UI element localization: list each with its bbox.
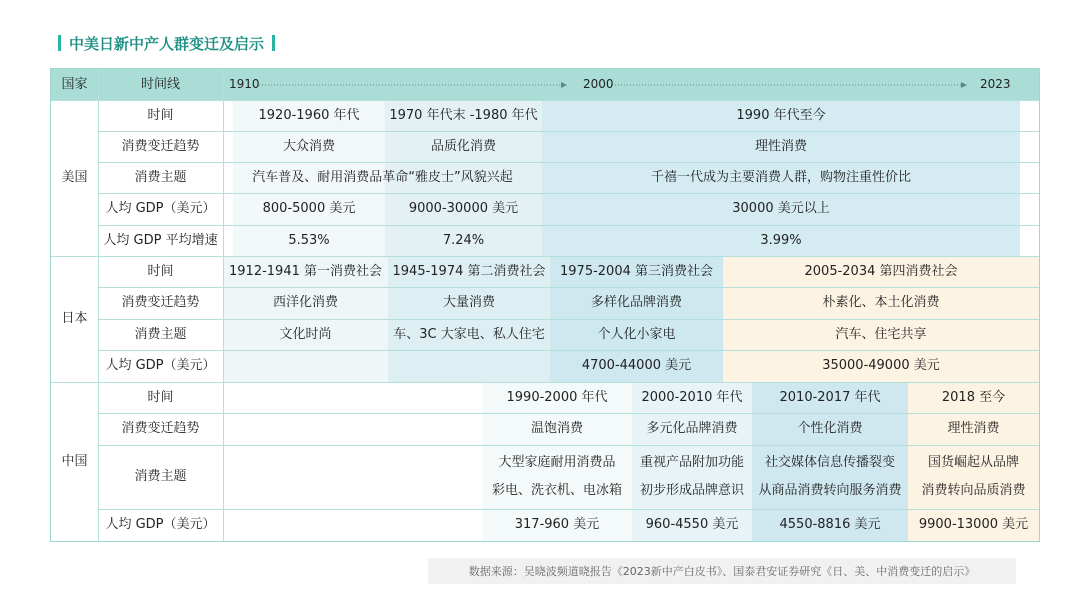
usa-label-gdp: 人均 GDP（美元） xyxy=(98,193,223,225)
china-era4-trend: 理性消费 xyxy=(947,421,1000,437)
japan-era4-theme: 汽车、住宅共享 xyxy=(835,326,927,342)
japan-era1-theme: 文化时尚 xyxy=(279,326,332,342)
china-label-time: 时间 xyxy=(98,382,223,413)
usa-era3-growth: 3.99% xyxy=(760,232,802,248)
china-era2-gdp: 960-4550 美元 xyxy=(645,517,739,533)
year-start: 1910 xyxy=(229,77,260,91)
title-bar-left xyxy=(58,35,61,51)
grid-line xyxy=(98,319,1039,320)
year-mid: 2000 xyxy=(583,77,614,91)
country-usa: 美国 xyxy=(51,100,98,256)
timeline-axis xyxy=(223,69,1039,100)
grid-line xyxy=(98,193,1039,194)
usa-era1-growth: 5.53% xyxy=(288,232,330,248)
china-label-gdp: 人均 GDP（美元） xyxy=(98,509,223,541)
source-note: 数据来源：吴晓波频道晓报告《2023新中产白皮书》、国泰君安证券研究《日、美、中消费变迁的启示》 xyxy=(428,558,1016,584)
usa-era2-trend: 品质化消费 xyxy=(430,138,496,154)
china-era3-trend: 个性化消费 xyxy=(797,421,863,437)
usa-theme-early: 汽车普及、耐用消费品革命“雅皮士”风貌兴起 xyxy=(252,169,513,185)
china-era4-theme2: 消费转向品质消费 xyxy=(921,483,1026,499)
grid-line xyxy=(98,131,1039,132)
grid-line xyxy=(98,287,1039,288)
japan-era2-theme: 车、3C 大家电、私人住宅 xyxy=(393,326,545,342)
china-era3-theme2: 从商品消费转向服务消费 xyxy=(758,483,902,499)
header-country: 国家 xyxy=(51,69,98,100)
title-text: 中美日新中产人群变迁及启示 xyxy=(69,34,265,53)
china-era1-theme1: 大型家庭耐用消费品 xyxy=(498,455,616,471)
header-timeline: 时间线 xyxy=(98,69,223,100)
usa-era3-gdp: 30000 美元以上 xyxy=(732,201,830,217)
usa-label-growth: 人均 GDP 平均增速 xyxy=(98,225,223,256)
japan-era3-time: 1975-2004 第三消费社会 xyxy=(560,263,713,279)
china-era4-theme1: 国货崛起从品牌 xyxy=(927,455,1019,471)
country-china: 中国 xyxy=(51,382,98,541)
grid-line xyxy=(98,445,1039,446)
china-blank-bg xyxy=(223,382,482,541)
usa-era2-growth: 7.24% xyxy=(442,232,485,248)
usa-era1-trend: 大众消费 xyxy=(282,138,335,154)
usa-label-theme: 消费主题 xyxy=(98,162,223,193)
japan-era1-trend: 西洋化消费 xyxy=(272,295,338,311)
china-era1-theme2: 彩电、洗衣机、电冰箱 xyxy=(491,483,622,499)
china-era3-gdp: 4550-8816 美元 xyxy=(779,517,881,533)
china-label-theme: 消费主题 xyxy=(98,445,223,509)
china-era2-time: 2000-2010 年代 xyxy=(641,389,743,405)
japan-era2-time: 1945-1974 第二消费社会 xyxy=(392,263,546,279)
japan-era1-time: 1912-1941 第一消费社会 xyxy=(229,263,382,279)
china-era1-trend: 温饱消费 xyxy=(530,421,583,437)
japan-era3-theme: 个人化小家电 xyxy=(597,326,676,342)
japan-label-theme: 消费主题 xyxy=(98,319,223,350)
china-era4-time: 2018 至今 xyxy=(941,389,1006,405)
grid-line xyxy=(98,225,1039,226)
usa-era2-time: 1970 年代末 -1980 年代 xyxy=(389,107,538,123)
japan-era3-gdp: 4700-44000 美元 xyxy=(581,358,692,374)
year-end: 2023 xyxy=(980,77,1011,91)
usa-label-trend: 消费变迁趋势 xyxy=(98,131,223,162)
grid-line xyxy=(223,69,224,541)
usa-era3-theme: 千禧一代成为主要消费人群，购物注重性价比 xyxy=(650,169,911,185)
grid-line xyxy=(98,69,99,541)
comparison-table xyxy=(50,68,1040,542)
grid-line xyxy=(98,509,1039,510)
japan-era4-time: 2005-2034 第四消费社会 xyxy=(804,263,958,279)
japan-label-gdp: 人均 GDP（美元） xyxy=(98,350,223,382)
japan-era2-trend: 大量消费 xyxy=(442,295,495,311)
usa-era1-time: 1920-1960 年代 xyxy=(258,107,360,123)
japan-era4-gdp: 35000-49000 美元 xyxy=(822,358,940,374)
japan-label-trend: 消费变迁趋势 xyxy=(98,287,223,319)
grid-line xyxy=(51,256,1039,257)
china-era1-gdp: 317-960 美元 xyxy=(514,517,600,533)
japan-label-time: 时间 xyxy=(98,256,223,287)
usa-era3-trend: 理性消费 xyxy=(754,138,807,154)
usa-label-time: 时间 xyxy=(98,100,223,131)
grid-line xyxy=(98,162,1039,163)
japan-era3-trend: 多样化品牌消费 xyxy=(590,295,682,311)
page-title xyxy=(50,30,283,56)
china-era4-gdp: 9900-13000 美元 xyxy=(918,517,1029,533)
usa-era3-time: 1990 年代至今 xyxy=(736,107,826,123)
china-era2-trend: 多元化品牌消费 xyxy=(646,421,738,437)
grid-line xyxy=(51,100,1039,101)
grid-line xyxy=(51,382,1039,383)
japan-era4-trend: 朴素化、本土化消费 xyxy=(822,295,940,311)
china-label-trend: 消费变迁趋势 xyxy=(98,413,223,445)
timeline-arrows xyxy=(223,69,1039,100)
usa-era2-gdp: 9000-30000 美元 xyxy=(408,201,519,217)
grid-line xyxy=(98,350,1039,351)
country-japan: 日本 xyxy=(51,256,98,382)
title-bar-right xyxy=(272,35,275,51)
usa-era1-gdp: 800-5000 美元 xyxy=(262,201,356,217)
china-era2-theme1: 重视产品附加功能 xyxy=(639,455,744,471)
china-era1-time: 1990-2000 年代 xyxy=(506,389,608,405)
china-era3-time: 2010-2017 年代 xyxy=(779,389,881,405)
china-era2-theme2: 初步形成品牌意识 xyxy=(639,483,744,499)
china-era3-theme1: 社交媒体信息传播裂变 xyxy=(764,455,895,471)
grid-line xyxy=(98,413,1039,414)
